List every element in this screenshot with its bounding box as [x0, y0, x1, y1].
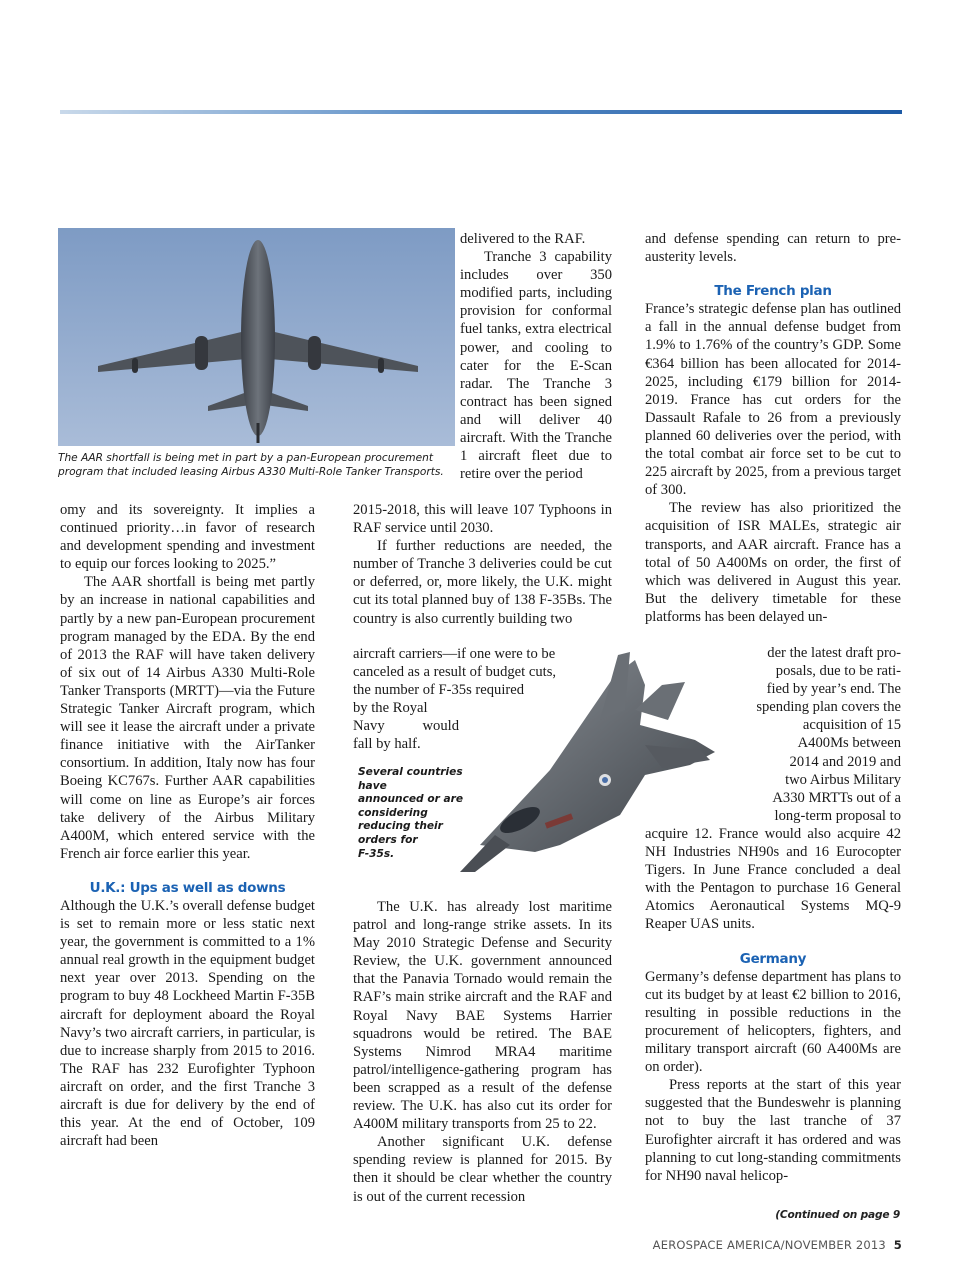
col1-paragraph: omy and its sovereignty. It implies a continued priority…in favor of research and development spending and investment to equip our forces looking to 2025.”: [60, 502, 315, 573]
col3-paragraph: and defense spending can return to pre-austerity levels.: [645, 231, 901, 266]
col2-paragraph: Another significant U.K. defense spending review is planned for 2015. By then it should be clear whether the country is out of the current recession: [353, 1134, 612, 1205]
col3-paragraph: Press reports at the start of this year suggested that the Bundeswehr is planning not to buy the last tranche of 37 Eurofighter aircraft it has ordered and was planning to cut long-standing commitments for NH90 naval helicop-: [645, 1077, 901, 1184]
section-heading-french-plan: The French plan: [714, 283, 832, 300]
col3-line: spending plan covers the: [756, 699, 901, 716]
col2-line: aircraft carriers—if one were to be: [353, 646, 556, 662]
column-1: [60, 501, 315, 1150]
col2-line: by the Royal: [353, 700, 428, 717]
col3-line: fied by year’s end. The: [766, 681, 901, 698]
col3-paragraph: Germany’s defense department has plans to cut its budget by at least €2 billion to 2016, resulting in possible reductions in the procurement of helicopters, fighters, and military transport aircraft (60 A400Ms are on order).: [645, 968, 901, 1076]
col2-line: the number of F-35s required: [353, 682, 525, 699]
col3-line: 2014 and 2019 and: [789, 753, 901, 770]
col1-paragraph: Although the U.K.’s overall defense budget is set to remain more or less static next year, the government is committed to a 1% annual real growth in the equipment budget next year over 2013. Spending on the program to buy 48 Lockheed Martin F-35B aircraft for deployment aboard the Royal Navy’s two aircraft carriers, in particular, is due to increase sharply from 2015 to 2016. The RAF has 232 Eurofighter Typhoon aircraft on order, and the first Tranche 3 aircraft is due for delivery by the end of this year. At the end of October, 109 aircraft had been: [60, 897, 315, 1150]
f35-caption-line: reducing their: [358, 820, 443, 833]
column-2-middle: [353, 501, 612, 628]
column-2-top: [460, 230, 612, 483]
f35-caption-line: F-35s.: [358, 847, 395, 860]
col1-paragraph: The AAR shortfall is being met partly by an increase in national capabilities and partly by a new pan-European procurement program managed by the EDA. By the end of 2013 the RAF will have taken delivery of six out of 14 Airbus A330 Multi-Role Tanker Transports (MRTT)—via the Future Strategic Tanker Aircraft program, which will see it lease the aircraft under a private finance initiative with the AirTanker consortium. In addition, Italy now has four Boeing KC767s. Further AAR capabilities will come on line as Europe’s air forces take delivery of the Airbus Military A400M, which entered service with the French air force earlier this year.: [60, 574, 315, 862]
column-2-bottom: [353, 898, 612, 1206]
col2-line: canceled as a result of budget cuts,: [353, 664, 557, 681]
col3-paragraph: France’s strategic defense plan has outlined a fall in the annual defense budget from 1.9% to 1.76% of the country’s GDP. Some €364 billion has been allocated for 2014-2025, including €179 billion for 2014-2019. France has cut orders for the Dassault Rafale to 26 from a previously planned 60 deliveries over the period, with the total combat air force set to be cut to 225 aircraft by 2025, from a previous target of 300.: [645, 301, 901, 499]
col3-line: posals, due to be rati-: [775, 663, 901, 680]
col2-paragraph: If further reductions are needed, the number of Tranche 3 deliveries could be cut or deferred, or, more likely, the U.K. might cut its total planned buy of 138 F-35Bs. The country is also currently building two: [353, 538, 612, 627]
col3-line: acquisition of 15: [802, 717, 901, 734]
f35-caption-line: announced or are: [358, 793, 464, 806]
section-heading-germany: Germany: [739, 950, 807, 967]
column-3-top: [645, 230, 901, 626]
col2-paragraph: The U.K. has already lost maritime patrol and long-range strike assets. In its May 2010 Strategic Defense and Security Review, the U.K. government announced that the Panavia Tornado would remain the RAF’s main strike aircraft and the RAF and Royal Navy BAE Systems Harrier squadrons would be retired. The BAE Systems Nimrod MRA4 maritime patrol/intelligence-gathering program has been scrapped as a result of the defense review. The U.K. has also cut its order for A400M military transports from 25 to 22.: [353, 899, 612, 1133]
col2-paragraph: 2015-2018, this will leave 107 Typhoons in RAF service until 2030.: [353, 502, 612, 537]
f35-caption-line: orders for: [358, 833, 418, 846]
tanker-photo: [58, 228, 455, 446]
page-footer: [653, 1238, 902, 1252]
tanker-photo-caption: The AAR shortfall is being met in part by a pan-European procurement program that included leasing Airbus A330 Multi-Role Tanker Transports.: [58, 452, 444, 478]
f35-caption-line: Several countries have: [358, 766, 463, 792]
col2-paragraph: delivered to the RAF.: [460, 231, 586, 247]
col3-line: A400Ms between: [797, 735, 901, 752]
col3-line: der the latest draft pro-: [767, 645, 901, 661]
header-rule: [60, 110, 902, 114]
airbus-a330-mrtt-illustration: [58, 228, 455, 446]
f35-caption-line: considering: [358, 806, 428, 819]
col3-line: two Airbus Military: [785, 771, 901, 788]
page-number: 5: [893, 1238, 902, 1252]
col3-paragraph: The review has also prioritized the acquisition of ISR MALEs, strategic air transports, and AAR aircraft. France has a total of 50 A400Ms on order, the first of which was delivered in August this year. But the delivery timetable for these platforms has been delayed un-: [645, 500, 901, 625]
continued-note: (Continued on page 9: [775, 1209, 900, 1221]
col2-line: fall by half.: [353, 736, 421, 753]
publication-name: AEROSPACE AMERICA/NOVEMBER 2013: [652, 1238, 886, 1252]
column-3-wrap: [645, 644, 901, 825]
section-heading-uk: U.K.: Ups as well as downs: [89, 879, 286, 896]
column-3-bottom: [645, 825, 901, 1185]
col2-line: Navy would: [353, 718, 459, 735]
col3-line: A330 MRTTs out of a: [772, 789, 901, 806]
col3-paragraph: acquire 12. France would also acquire 42 NH Industries NH90s and 16 Eurocopter Tigers. In June France concluded a deal with the Pentagon to purchase 16 General Atomics Aeronautical Systems MQ-9 Reaper UAS units.: [645, 826, 901, 933]
col3-line: long-term proposal to: [774, 807, 901, 824]
f35-photo-caption: [358, 766, 488, 861]
col2-paragraph: Tranche 3 capability includes over 350 modified parts, including provision for conformal fuel tanks, extra electrical power, and cooling to cater for the E-Scan radar. The Tranche 3 contract has been signed and will deliver 40 aircraft. With the Tranche 1 aircraft fleet due to retire over the period: [460, 249, 612, 483]
